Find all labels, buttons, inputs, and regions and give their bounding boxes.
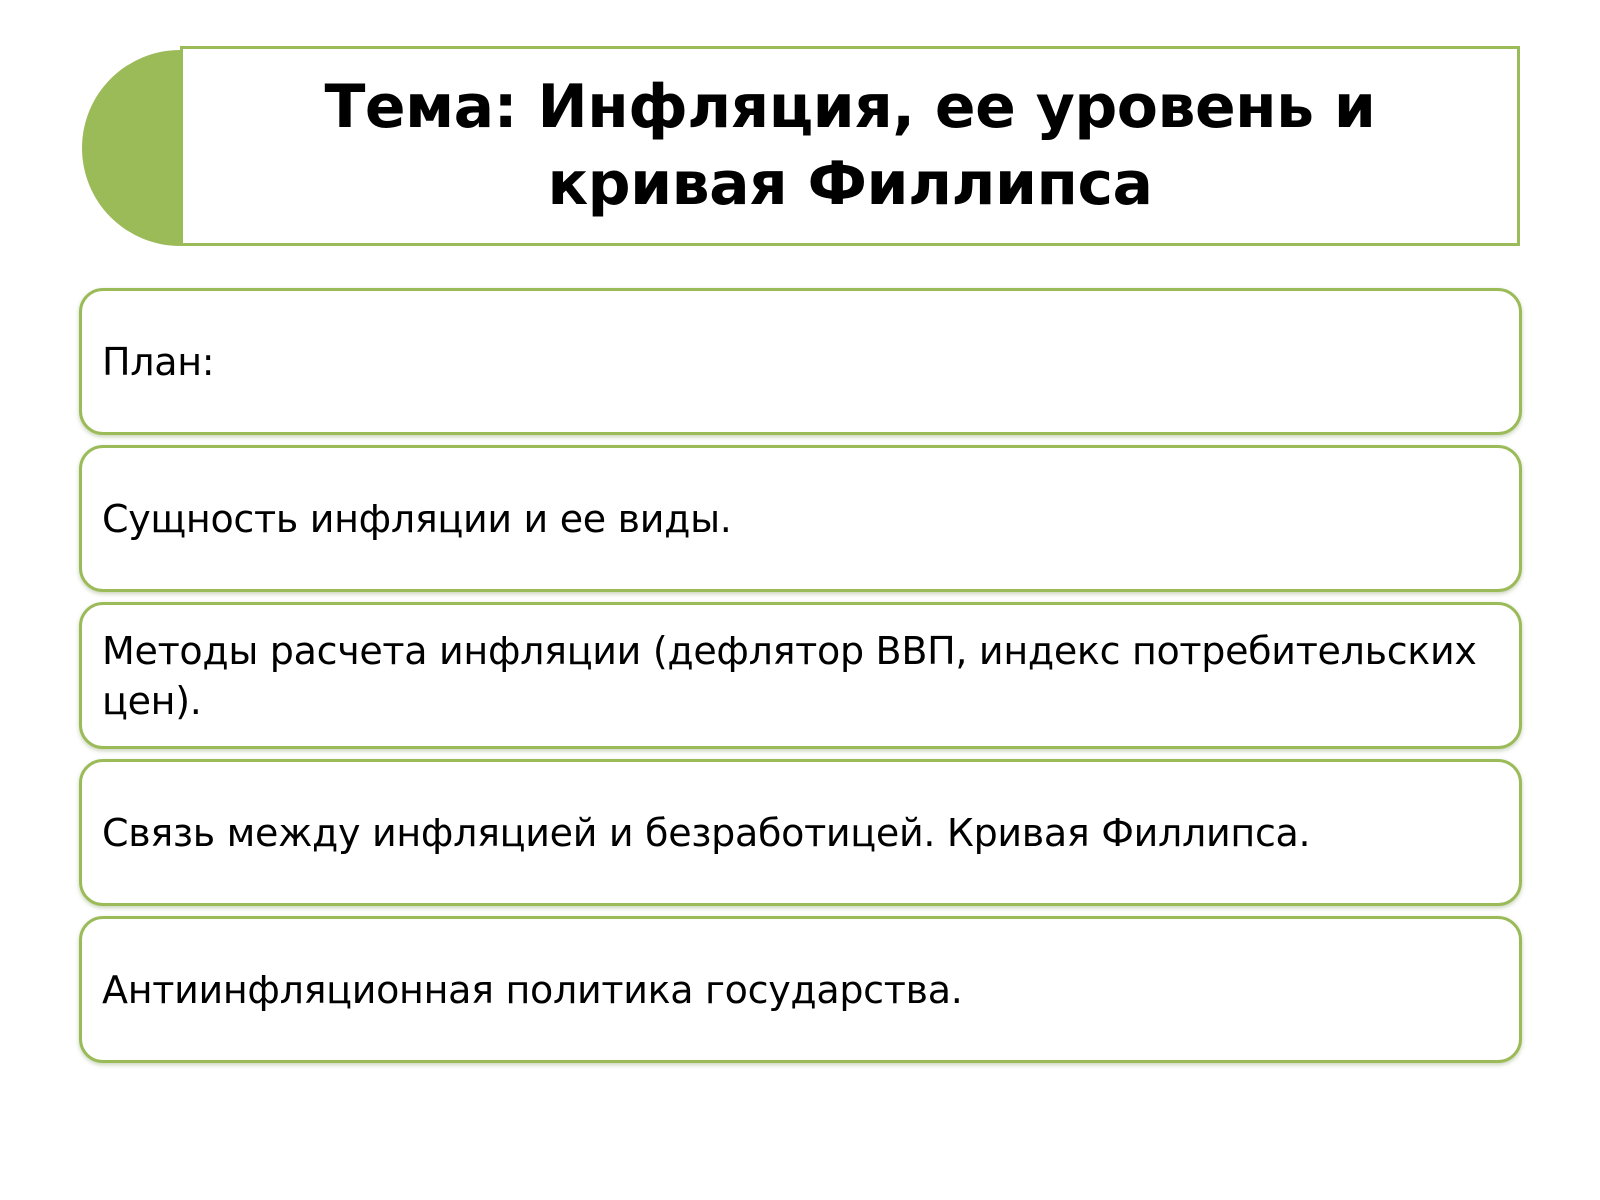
plan-item-text: Связь между инфляцией и безработицей. Кривая Филлипса. xyxy=(102,810,1311,855)
slide-title: Тема: Инфляция, ее уровень и кривая Филлипса xyxy=(324,72,1376,219)
plan-header: План: xyxy=(102,339,215,384)
plan-item-box xyxy=(79,759,1522,906)
plan-item-text: Сущность инфляции и ее виды. xyxy=(102,496,732,541)
plan-item-text: Методы расчета инфляции (дефлятор ВВП, индекс потребительских цен). xyxy=(102,628,1477,723)
title-block xyxy=(82,46,1522,250)
plan-item-box xyxy=(79,445,1522,592)
plan-item-box xyxy=(79,916,1522,1063)
plan-header-box xyxy=(79,288,1522,435)
plan-list xyxy=(79,288,1522,1073)
plan-item-box xyxy=(79,602,1522,749)
plan-item-text: Антиинфляционная политика государства. xyxy=(102,967,963,1012)
title-box xyxy=(180,46,1520,246)
